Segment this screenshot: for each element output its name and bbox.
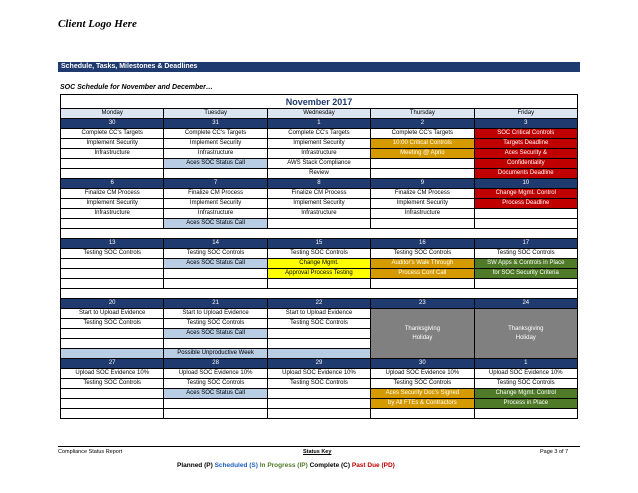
date-cell: 23 bbox=[371, 299, 474, 309]
sw-apps-cell: for SOC Security Criteria bbox=[474, 269, 577, 279]
date-cell: 31 bbox=[164, 119, 267, 129]
task-cell: Finalize CM Process bbox=[61, 189, 164, 199]
task-cell: Complete CC's Targets bbox=[267, 129, 370, 139]
empty-cell bbox=[61, 349, 164, 359]
holiday-label: Holiday bbox=[515, 334, 536, 341]
empty-cell bbox=[371, 159, 474, 169]
date-cell: 28 bbox=[164, 359, 267, 369]
footer-status-key-title: Status Key bbox=[303, 449, 332, 455]
date-cell: 30 bbox=[371, 359, 474, 369]
docs-signed-cell: by All FTEs & Contractors bbox=[371, 399, 474, 409]
empty-cell bbox=[61, 169, 164, 179]
task-cell: Implement Security bbox=[61, 199, 164, 209]
docs-signed-cell: Aces Security Doc's Signed bbox=[371, 389, 474, 399]
date-cell: 2 bbox=[371, 119, 474, 129]
empty-cell bbox=[474, 219, 577, 229]
empty-cell bbox=[267, 389, 370, 399]
empty-cell bbox=[164, 409, 267, 419]
date-cell: 29 bbox=[267, 359, 370, 369]
auditor-walkthrough-cell: Auditor's Walk Through bbox=[371, 259, 474, 269]
empty-cell bbox=[61, 259, 164, 269]
key-past-due: Past Due (PD) bbox=[351, 462, 395, 469]
key-planned: Planned (P) bbox=[177, 462, 213, 469]
date-cell: 8 bbox=[267, 179, 370, 189]
week-gap bbox=[61, 229, 578, 239]
deadline-cell: SOC Critical Controls bbox=[474, 129, 577, 139]
date-cell: 27 bbox=[61, 359, 164, 369]
empty-cell bbox=[61, 389, 164, 399]
task-cell: Testing SOC Controls bbox=[61, 379, 164, 389]
thanksgiving-holiday-cell bbox=[371, 309, 474, 359]
status-call-cell: Aces SOC Status Call bbox=[164, 159, 267, 169]
task-cell: Start to Upload Evidence bbox=[164, 309, 267, 319]
task-cell: Review bbox=[267, 169, 370, 179]
date-cell: 22 bbox=[267, 299, 370, 309]
task-cell: Testing SOC Controls bbox=[164, 319, 267, 329]
empty-cell bbox=[267, 219, 370, 229]
task-cell: Upload SOC Evidence 10% bbox=[371, 369, 474, 379]
date-cell: 1 bbox=[267, 119, 370, 129]
deadline-cell: Aces Security & bbox=[474, 149, 577, 159]
empty-cell bbox=[61, 409, 164, 419]
task-cell: Testing SOC Controls bbox=[164, 249, 267, 259]
date-cell: 3 bbox=[474, 119, 577, 129]
november-calendar bbox=[60, 94, 578, 419]
task-cell: Infrastructure bbox=[267, 209, 370, 219]
task-cell: Testing SOC Controls bbox=[61, 249, 164, 259]
empty-cell bbox=[371, 169, 474, 179]
date-cell: 24 bbox=[474, 299, 577, 309]
task-cell: Finalize CM Process bbox=[267, 189, 370, 199]
empty-cell bbox=[267, 339, 370, 349]
task-cell: Testing SOC Controls bbox=[474, 379, 577, 389]
task-cell: Implement Security bbox=[164, 139, 267, 149]
empty-cell bbox=[61, 219, 164, 229]
date-cell: 21 bbox=[164, 299, 267, 309]
empty-cell bbox=[164, 279, 267, 289]
task-cell: Infrastructure bbox=[164, 149, 267, 159]
task-cell: Implement Security bbox=[267, 139, 370, 149]
section-header-bar: Schedule, Tasks, Milestones & Deadlines bbox=[58, 62, 580, 72]
deadline-cell: Targets Deadline bbox=[474, 139, 577, 149]
empty-cell bbox=[267, 399, 370, 409]
empty-cell bbox=[267, 279, 370, 289]
status-call-cell: Aces SOC Status Call bbox=[164, 219, 267, 229]
deadline-cell: Documents Deadline bbox=[474, 169, 577, 179]
task-cell: Testing SOC Controls bbox=[164, 379, 267, 389]
task-cell: Testing SOC Controls bbox=[267, 319, 370, 329]
change-mgmt-cell: Approval Process Testing bbox=[267, 269, 370, 279]
task-cell: Implement Security bbox=[61, 139, 164, 149]
status-call-cell: Aces SOC Status Call bbox=[164, 389, 267, 399]
empty-cell bbox=[267, 349, 370, 359]
holiday-label: Thanksgiving bbox=[508, 326, 544, 333]
task-cell: AWS Stack Compliance bbox=[267, 159, 370, 169]
date-cell: 1 bbox=[474, 359, 577, 369]
thanksgiving-holiday-cell bbox=[474, 309, 577, 359]
date-cell: 14 bbox=[164, 239, 267, 249]
status-key-legend bbox=[177, 462, 395, 469]
task-cell: Infrastructure bbox=[371, 209, 474, 219]
meeting-cell: Meeting @ Aprio bbox=[371, 149, 474, 159]
week-gap bbox=[61, 289, 578, 299]
task-cell: Testing SOC Controls bbox=[267, 249, 370, 259]
deadline-cell: Change Mgmt. Control bbox=[474, 189, 577, 199]
empty-cell bbox=[371, 279, 474, 289]
unproductive-week-cell: Possible Unproductive Week bbox=[164, 349, 267, 359]
task-cell: Upload SOC Evidence 10% bbox=[474, 369, 577, 379]
task-cell: Complete CC's Targets bbox=[164, 129, 267, 139]
empty-cell bbox=[371, 409, 474, 419]
client-logo-text: Client Logo Here bbox=[58, 18, 137, 30]
task-cell: Testing SOC Controls bbox=[61, 319, 164, 329]
status-call-cell: Aces SOC Status Call bbox=[164, 259, 267, 269]
empty-cell bbox=[474, 279, 577, 289]
empty-cell bbox=[164, 169, 267, 179]
task-cell: Upload SOC Evidence 10% bbox=[267, 369, 370, 379]
status-call-cell: Aces SOC Status Call bbox=[164, 329, 267, 339]
deadline-cell: Process Deadline bbox=[474, 199, 577, 209]
auditor-walkthrough-cell: Process Conf Call bbox=[371, 269, 474, 279]
key-scheduled: Scheduled (S) bbox=[214, 462, 258, 469]
task-cell: Infrastructure bbox=[61, 149, 164, 159]
task-cell: Upload SOC Evidence 10% bbox=[61, 369, 164, 379]
date-cell: 10 bbox=[474, 179, 577, 189]
month-title: November 2017 bbox=[61, 95, 578, 109]
date-cell: 6 bbox=[61, 179, 164, 189]
date-cell: 13 bbox=[61, 239, 164, 249]
empty-cell bbox=[61, 339, 164, 349]
holiday-label: Thanksgiving bbox=[404, 326, 441, 333]
task-cell: Start to Upload Evidence bbox=[61, 309, 164, 319]
task-cell: Implement Security bbox=[371, 199, 474, 209]
meeting-cell: 10:00 Critical Controls bbox=[371, 139, 474, 149]
change-mgmt-cell: Change Mgmt. bbox=[267, 259, 370, 269]
day-header-wednesday: Wednesday bbox=[267, 109, 370, 119]
task-cell: Finalize CM Process bbox=[164, 189, 267, 199]
task-cell: Testing SOC Controls bbox=[371, 249, 474, 259]
task-cell: Upload SOC Evidence 10% bbox=[164, 369, 267, 379]
day-header-friday: Friday bbox=[474, 109, 577, 119]
date-cell: 7 bbox=[164, 179, 267, 189]
empty-cell bbox=[474, 409, 577, 419]
task-cell: Testing SOC Controls bbox=[371, 379, 474, 389]
date-cell: 9 bbox=[371, 179, 474, 189]
empty-cell bbox=[61, 279, 164, 289]
empty-cell bbox=[61, 269, 164, 279]
empty-cell bbox=[164, 339, 267, 349]
empty-cell bbox=[164, 269, 267, 279]
empty-cell bbox=[61, 399, 164, 409]
deadline-cell: Confidentiality bbox=[474, 159, 577, 169]
day-header-thursday: Thursday bbox=[371, 109, 474, 119]
footer-page-number: Page 3 of 7 bbox=[540, 449, 569, 455]
key-in-progress: In Progress (IP) bbox=[259, 462, 308, 469]
task-cell: Infrastructure bbox=[164, 209, 267, 219]
task-cell: Testing SOC Controls bbox=[267, 379, 370, 389]
task-cell: Complete CC's Targets bbox=[371, 129, 474, 139]
task-cell: Infrastructure bbox=[61, 209, 164, 219]
key-complete: Complete (C) bbox=[309, 462, 351, 469]
date-cell: 15 bbox=[267, 239, 370, 249]
date-cell: 16 bbox=[371, 239, 474, 249]
empty-cell bbox=[164, 399, 267, 409]
task-cell: Implement Security bbox=[164, 199, 267, 209]
empty-cell bbox=[474, 209, 577, 219]
task-cell: Complete CC's Targets bbox=[61, 129, 164, 139]
empty-cell bbox=[371, 219, 474, 229]
empty-cell bbox=[267, 329, 370, 339]
footer-divider bbox=[58, 446, 580, 447]
empty-cell bbox=[61, 159, 164, 169]
holiday-label: Holiday bbox=[412, 334, 433, 341]
task-cell: Infrastructure bbox=[267, 149, 370, 159]
date-cell: 20 bbox=[61, 299, 164, 309]
task-cell: Implement Security bbox=[267, 199, 370, 209]
empty-cell bbox=[61, 329, 164, 339]
empty-cell bbox=[267, 409, 370, 419]
task-cell: Start to Upload Evidence bbox=[267, 309, 370, 319]
day-header-monday: Monday bbox=[61, 109, 164, 119]
task-cell: Testing SOC Controls bbox=[474, 249, 577, 259]
change-mgmt-in-place-cell: Change Mgmt. Control bbox=[474, 389, 577, 399]
footer-report-name: Compliance Status Report bbox=[58, 449, 123, 455]
change-mgmt-in-place-cell: Process in Place bbox=[474, 399, 577, 409]
date-cell: 17 bbox=[474, 239, 577, 249]
day-header-tuesday: Tuesday bbox=[164, 109, 267, 119]
sw-apps-cell: SW Apps & Controls in Place bbox=[474, 259, 577, 269]
task-cell: Finalize CM Process bbox=[371, 189, 474, 199]
schedule-title: SOC Schedule for November and December… bbox=[60, 84, 213, 91]
date-cell: 30 bbox=[61, 119, 164, 129]
